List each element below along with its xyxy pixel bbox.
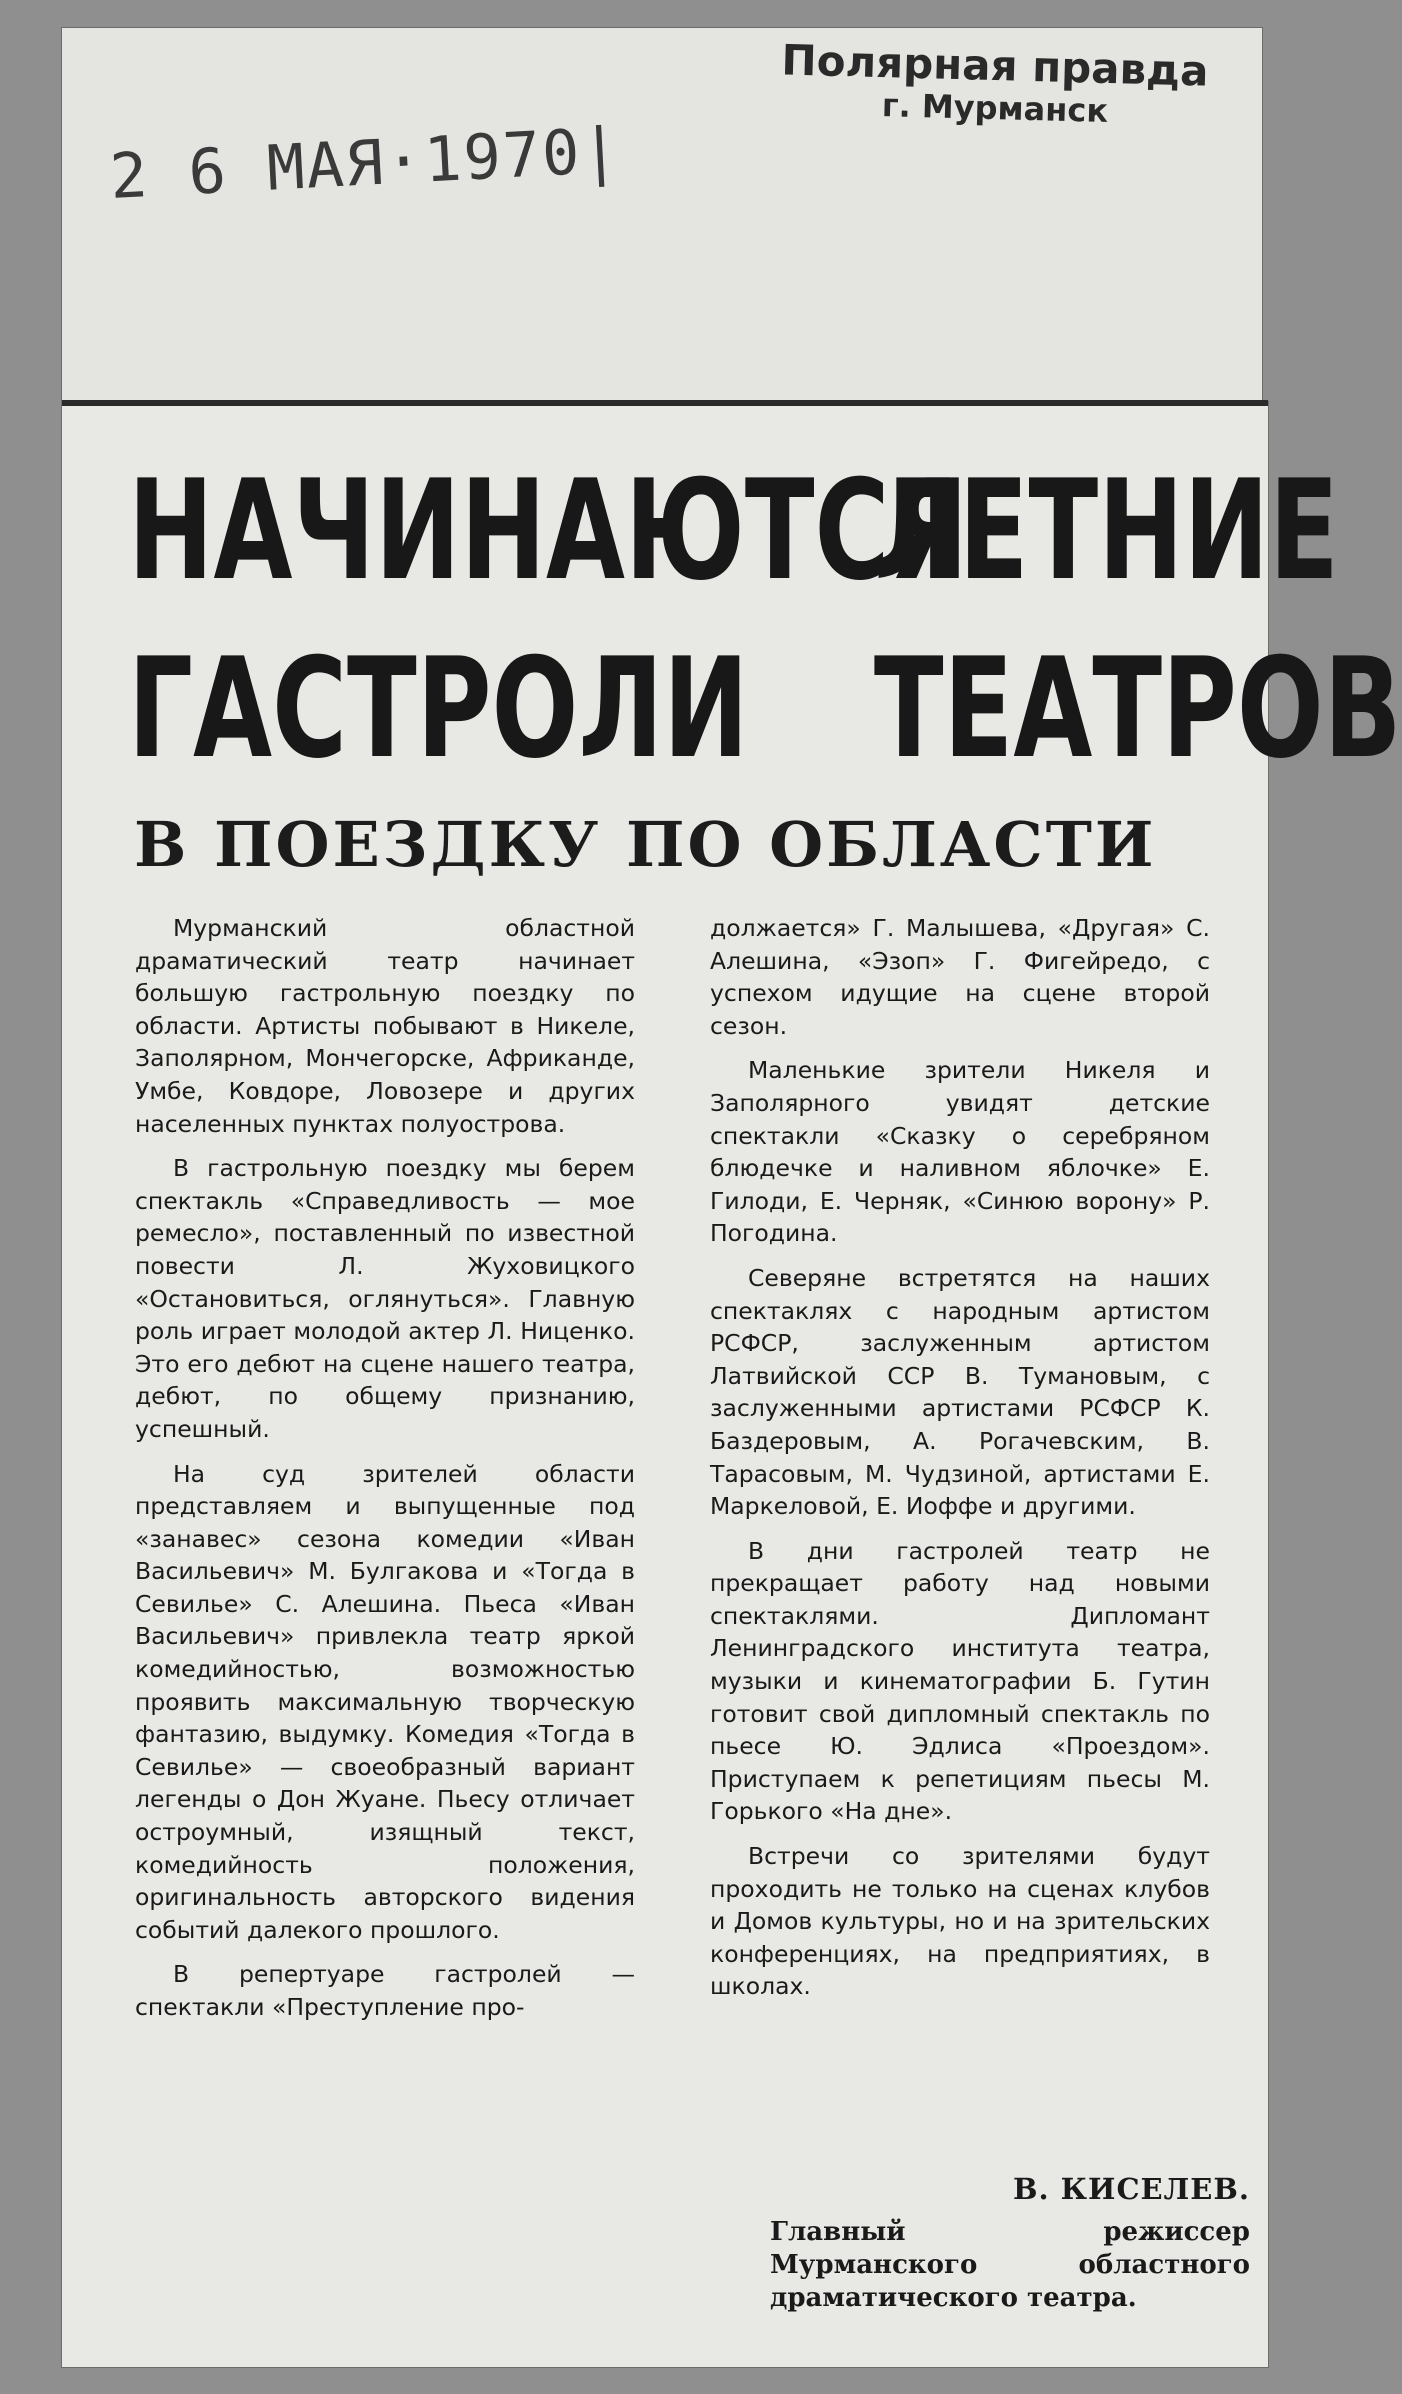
paragraph: В гастрольную поездку мы берем спектакль «Справедливость — мое ремесло», поставленный по известной повести Л. Жуховицкого «Остановиться, оглянуться». Главную роль играет молодой актер Л. Ниценко. Это его дебют на сцене нашего театра, дебют, по общему признанию, успешный. — [135, 1154, 635, 1443]
headline-word: ТЕАТРОВ — [873, 628, 1402, 789]
article-subheading: В ПОЕЗДКУ ПО ОБЛАСТИ — [134, 808, 1157, 881]
headline-word: ЛЕТНИЕ — [873, 450, 1339, 611]
headline-word: НАЧИНАЮТСЯ — [128, 450, 969, 611]
article-column-2 — [710, 912, 1210, 2015]
newspaper-stamp — [760, 35, 1230, 130]
paragraph: В дни гастролей театр не прекращает работу над новыми спектаклями. Дипломант Ленинградского института театра, музыки и кинематографии Б. Гутин готовит свой дипломный спектакль по пьесе Ю. Эдлиса «Проездом». Приступаем к репетициям пьесы М. Горького «На дне». — [710, 1536, 1210, 1826]
article-column-1 — [135, 912, 635, 2036]
paragraph: должается» Г. Малышева, «Другая» С. Алешина, «Эзоп» Г. Фигейредо, с успехом идущие на сцене второй сезон. — [710, 914, 1210, 1040]
author-role: Главный режиссер Мурманского областного драматического театра. — [770, 2217, 1250, 2313]
article-signature — [770, 2172, 1250, 2315]
date-stamp: 2 6 МАЯ·1970| — [108, 113, 623, 213]
paragraph: Встречи со зрителями будут проходить не только на сценах клубов и Домов культуры, но и на зрительских конференциях, на предприятиях, в школах. — [710, 1842, 1210, 2001]
newspaper-city: г. Мурманск — [881, 86, 1109, 130]
paragraph: Северяне встретятся на наших спектаклях с народным артистом РСФСР, заслуженным артистом Латвийской ССР В. Тумановым, с заслуженными артистами РСФСР К. Баздеровым, А. Рогачевским, В. Тарасовым, М. Чудзиной, артистами Е. Маркеловой, Е. Иоффе и другими. — [710, 1263, 1210, 1521]
paragraph: Маленькие зрители Никеля и Заполярного увидят детские спектакли «Сказку о серебряном блюдечке и наливном яблочке» Е. Гилоди, Е. Черняк, «Синюю ворону» Р. Погодина. — [710, 1056, 1210, 1248]
headline-line-2 — [128, 628, 1402, 789]
header-divider — [62, 400, 1268, 406]
paragraph: В репертуаре гастролей — спектакли «Преступление про- — [135, 1960, 635, 2021]
newspaper-name: Полярная правда — [780, 35, 1210, 96]
paragraph: Мурманский областной драматический театр начинает большую гастрольную поездку по области. Артисты побывают в Никеле, Заполярном, Мончегорске, Африканде, Умбе, Ковдоре, Ловозере и других населенных пунктах полуострова. — [135, 914, 635, 1138]
headline-line-1 — [128, 450, 1339, 611]
author-name: В. КИСЕЛЕВ. — [1012, 2172, 1250, 2206]
headline-word: ГАСТРОЛИ — [128, 628, 749, 789]
paragraph: На суд зрителей области представляем и выпущенные под «занавес» сезона комедии «Иван Васильевич» М. Булгакова и «Тогда в Севилье» С. Алешина. Пьеса «Иван Васильевич» привлекла театр яркой комедийностью, возможностью проявить максимальную творческую фантазию, выдумку. Комедия «Тогда в Севилье» — своеобразный вариант легенды о Дон Жуане. Пьесу отличает остроумный, изящный текст, комедийность положения, оригинальность авторского видения событий далекого прошлого. — [135, 1459, 635, 1944]
